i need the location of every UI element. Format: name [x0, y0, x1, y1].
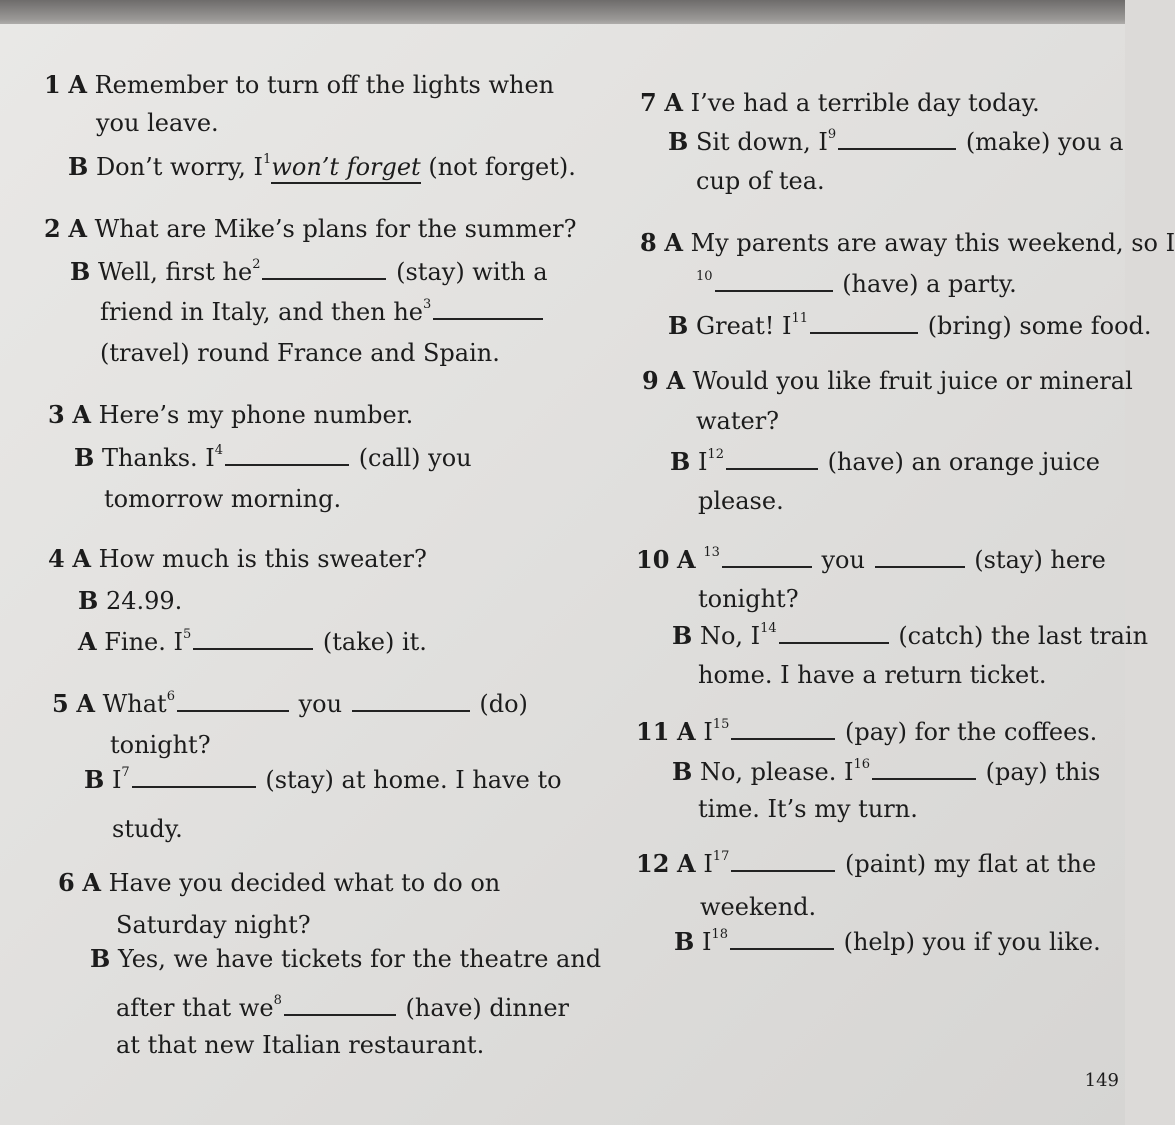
ex1-a-line1: 1 A Remember to turn off the lights when: [44, 70, 555, 99]
ex11-b-line1: B No, please. $I^{16}$ (pay) this: [672, 757, 1101, 786]
blank-12[interactable]: [726, 446, 818, 470]
ex7-a-line: 7 A I’ve had a terrible day today.: [640, 88, 1040, 117]
ex10-a-line1: 10 A $^{13}$ you (stay) here: [636, 545, 1106, 574]
ex11-b-line2: time. It’s my turn.: [698, 795, 918, 823]
blank-13a[interactable]: [722, 544, 812, 568]
blank-5[interactable]: [193, 626, 313, 650]
ex4-a-line: 4 A How much is this sweater?: [48, 544, 427, 573]
ex8-b-line: B Great! $I^{11}$ (bring) some food.: [668, 311, 1152, 340]
ex3-b-line1: B Thanks. $I^4$ (call) you: [74, 443, 472, 472]
ex3-a-line: 3 A Here’s my phone number.: [48, 400, 414, 429]
ex4-a2-line: A Fine. $I^5$ (take) it.: [78, 627, 427, 656]
blank-13b[interactable]: [875, 544, 965, 568]
ex9-b-line2: please.: [698, 487, 784, 515]
ex2-b-line2: friend in Italy, and then $he^3$: [100, 296, 545, 327]
ex6-a-line1: 6 A Have you decided what to do on: [58, 868, 501, 897]
blank-11[interactable]: [810, 310, 918, 334]
ex8-a-line2: $^{10}$ (have) a party.: [696, 269, 1017, 298]
ex7-b-line1: B Sit down, $I^9$ (make) you a: [668, 127, 1124, 156]
ex10-a-line2: tonight?: [698, 585, 799, 613]
ex6-a-line2: Saturday night?: [116, 911, 311, 939]
ex12-a-line2: weekend.: [700, 893, 817, 921]
blank-18[interactable]: [730, 926, 834, 950]
answer-1: won’t forget: [271, 152, 420, 184]
ex6-b-line3: at that new Italian restaurant.: [116, 1031, 485, 1059]
ex5-a-line1: 5 A What$^6$ you (do): [52, 689, 528, 718]
ex1-b-line: B Don’t worry, $I^1won’t$ forget (not forget).: [68, 152, 576, 184]
ex2-b-line3: (travel) round France and Spain.: [100, 339, 500, 367]
blank-8[interactable]: [284, 992, 396, 1016]
ex2-b-line1: B Well, first $he^2$ (stay) with a: [70, 257, 548, 286]
ex10-b-line2: home. I have a return ticket.: [698, 661, 1047, 689]
blank-9[interactable]: [838, 126, 956, 150]
blank-16[interactable]: [872, 756, 976, 780]
ex8-a-line1: 8 A My parents are away this weekend, so I: [640, 228, 1175, 257]
blank-6b[interactable]: [352, 688, 470, 712]
blank-3[interactable]: [433, 296, 543, 320]
ex9-a-line1: 9 A Would you like fruit juice or mineral: [642, 366, 1133, 395]
ex9-a-line2: water?: [696, 407, 780, 435]
ex3-b-line2: tomorrow morning.: [104, 485, 342, 513]
ex11-a-line: 11 A $I^{15}$ (pay) for the coffees.: [636, 717, 1098, 746]
ex10-b-line1: B No, $I^{14}$ (catch) the last train: [672, 621, 1149, 650]
ex1-a-line2: you leave.: [96, 109, 219, 137]
blank-17[interactable]: [731, 848, 835, 872]
ex5-a-line2: tonight?: [110, 731, 211, 759]
blank-2[interactable]: [262, 256, 386, 280]
blank-10[interactable]: [715, 268, 833, 292]
blank-4[interactable]: [225, 442, 349, 466]
ex6-b-line2: after that $we^8$ (have) dinner: [116, 993, 570, 1022]
ex5-b-line2: study.: [112, 815, 183, 843]
blank-15[interactable]: [731, 716, 835, 740]
blank-7[interactable]: [132, 764, 256, 788]
ex6-b-line1: B Yes, we have tickets for the theatre and: [90, 944, 602, 973]
page-number: 149: [1084, 1070, 1119, 1091]
ex12-b-line: B $I^{18}$ (help) you if you like.: [674, 927, 1101, 956]
ex7-b-line2: cup of tea.: [696, 167, 825, 195]
ex12-a-line1: 12 A $I^{17}$ (paint) my flat at the: [636, 849, 1097, 878]
ex4-b-line: B 24.99.: [78, 586, 183, 615]
ex9-b-line1: B $I^{12}$ (have) an orange juice: [670, 447, 1100, 476]
blank-6a[interactable]: [177, 688, 289, 712]
ex5-b-line1: B $I^7$ (stay) at home. I have to: [84, 765, 562, 794]
ex2-a-line: 2 A What are Mike’s plans for the summer?: [44, 214, 577, 243]
blank-14[interactable]: [779, 620, 889, 644]
